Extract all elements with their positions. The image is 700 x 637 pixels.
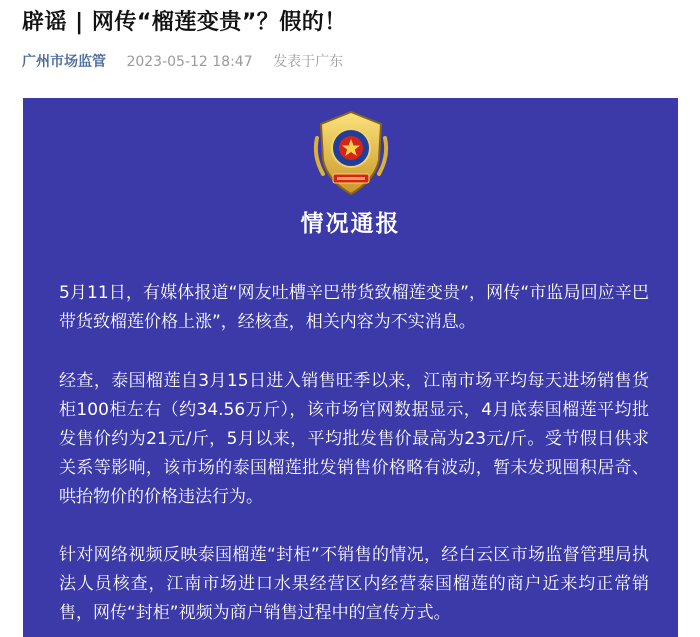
publish-location: 发表于广东	[273, 54, 344, 70]
publish-time: 2023-05-12 18:47	[126, 54, 253, 70]
notice-image	[23, 98, 678, 637]
notice-paragraph-2: 经查，泰国榴莲自3月15日进入销售旺季以来，江南市场平均每天进场销售货柜100柜左右（约34.56万斤），该市场官网数据显示，4月底泰国榴莲平均批发售价约为21元/斤，5月以来，平均批发售价最高为23元/斤。受节假日供求关系等影响，该市场的泰国榴莲批发销售价格略有波动，暂未发现囤积居奇、哄抬物价的价格违法行为。	[59, 371, 649, 507]
notice-paragraph-3: 针对网络视频反映泰国榴莲“封柜”不销售的情况，经白云区市场监督管理局执法人员核查，江南市场进口水果经营区内经营泰国榴莲的商户近来均正常销售，网传“封柜”视频为商户销售过程中的宣传方式。	[59, 545, 649, 623]
notice-heading: 情况通报	[300, 211, 401, 237]
article-title: 辟谣 | 网传“榴莲变贵”？假的！	[22, 10, 347, 35]
author-link[interactable]: 广州市场监管	[22, 54, 106, 70]
notice-paragraph-1: 5月11日，有媒体报道“网友吐槽辛巴带货致榴莲变贵”，网传“市监局回应辛巴带货致榴莲价格上涨”，经核查，相关内容为不实消息。	[59, 283, 649, 332]
police-badge-icon	[309, 108, 393, 198]
article-meta	[22, 52, 343, 72]
